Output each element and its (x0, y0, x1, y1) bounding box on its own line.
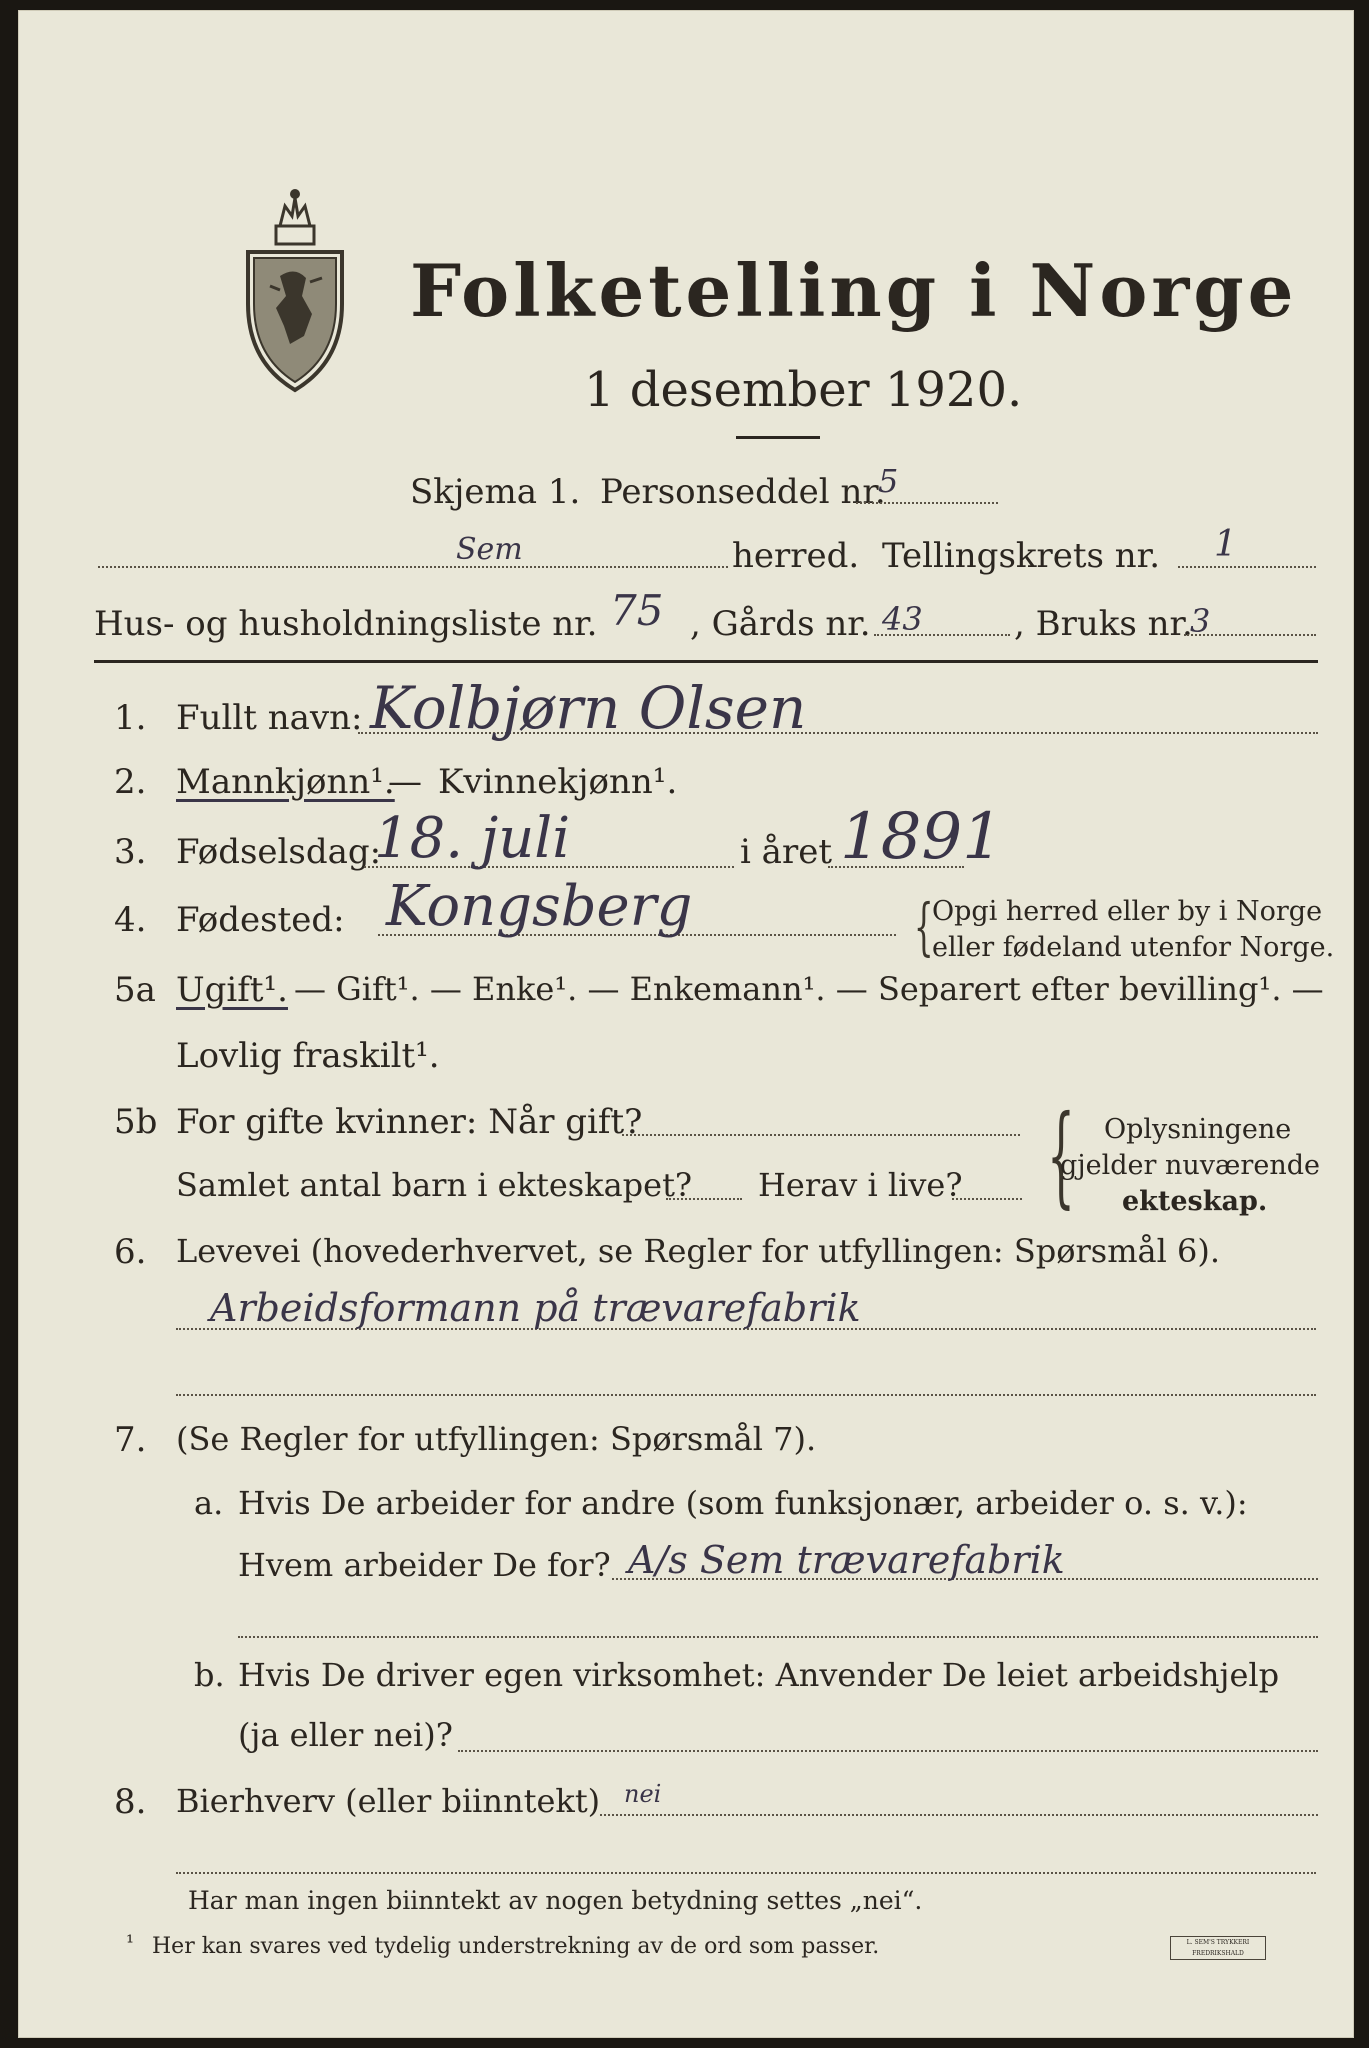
q7b-label: Hvis De driver egen virksomhet: Anvender De leiet arbeidshjelp (238, 1656, 1280, 1694)
footnote: Her kan svares ved tydelig understrekning av de ord som passer. (152, 1934, 880, 1959)
q3-number: 3. (114, 832, 147, 872)
q6-label: Levevei (hovederhvervet, se Regler for utfyllingen: Spørsmål 6). (176, 1232, 1221, 1270)
q1-label: Fullt navn: (176, 698, 363, 738)
q5b-number: 5b (114, 1102, 158, 1142)
gards-value[interactable]: 43 (882, 600, 923, 638)
q5b-brace: { (1047, 1091, 1075, 1219)
q2-male-option[interactable]: Mannkjønn¹. (176, 762, 395, 802)
q7a-line2 (238, 1636, 1318, 1638)
q1-number: 1. (114, 698, 147, 738)
herred-value[interactable]: Sem (456, 532, 523, 567)
q2-female-option[interactable]: Kvinnekjønn¹. (438, 762, 678, 802)
personseddel-label: Personseddel nr. (600, 472, 886, 512)
q4-label: Fødested: (176, 900, 345, 940)
q2-number: 2. (114, 762, 147, 802)
census-form (18, 10, 1354, 2038)
q5a-fraskilt-option[interactable]: Lovlig fraskilt¹. (176, 1036, 440, 1076)
q8-value[interactable]: nei (624, 1780, 662, 1808)
q7b-line (458, 1750, 1318, 1752)
biinntekt-note: Har man ingen biinntekt av nogen betydning settes „nei“. (188, 1886, 923, 1915)
q5b-children-line (666, 1198, 742, 1200)
q7a-employer-label: Hvem arbeider De for? (238, 1546, 611, 1584)
herred-label: herred. (732, 536, 860, 576)
q7a-letter: a. (194, 1484, 224, 1522)
q4-brace: { (913, 890, 934, 963)
q7a-label: Hvis De arbeider for andre (som funksjonær, arbeider o. s. v.): (238, 1484, 1248, 1522)
q7-label: (Se Regler for utfyllingen: Spørsmål 7). (176, 1420, 817, 1458)
q4-number: 4. (114, 900, 147, 940)
personseddel-value[interactable]: 5 (878, 462, 899, 500)
q3-year-label: i året (740, 832, 832, 872)
tellingskrets-line (1178, 566, 1316, 568)
q5a-other-options[interactable]: — Gift¹. — Enke¹. — Enkemann¹. — Separert efter bevilling¹. — (294, 970, 1324, 1008)
footnote-mark: ¹ (126, 1930, 135, 1954)
q5a-ugift-option[interactable]: Ugift¹. (176, 970, 288, 1010)
header-separator (94, 660, 1318, 663)
tellingskrets-label: Tellingskrets nr. (882, 536, 1161, 576)
q6-number: 6. (114, 1232, 147, 1272)
q8-label: Bierhverv (eller biinntekt) (176, 1782, 601, 1820)
q5b-children-label: Samlet antal barn i ekteskapet? (176, 1166, 693, 1204)
q7-number: 7. (114, 1420, 147, 1460)
q5b-note-line1: Oplysningene (1104, 1114, 1292, 1145)
gards-label: , Gårds nr. (690, 604, 871, 644)
q5b-note-line2: gjelder nuværende (1060, 1150, 1320, 1181)
q7b-letter: b. (194, 1656, 225, 1694)
q1-full-name[interactable]: Kolbjørn Olsen (370, 674, 807, 742)
schema-label: Skjema 1. (410, 472, 581, 512)
q8-line (600, 1814, 1318, 1816)
hus-value[interactable]: 75 (610, 586, 664, 635)
q5b-alive-label: Herav i live? (758, 1166, 963, 1204)
coat-of-arms-icon (240, 186, 350, 396)
q5b-label: For gifte kvinner: Når gift? (176, 1102, 643, 1142)
q6-occupation[interactable]: Arbeidsformann på trævarefabrik (210, 1286, 861, 1330)
q3-birth-year[interactable]: 1891 (840, 800, 1003, 874)
q3-label: Fødselsdag: (176, 832, 382, 872)
q5b-note-line3: ekteskap. (1122, 1186, 1268, 1217)
q6-line2 (176, 1394, 1316, 1396)
q7b-janei-label: (ja eller nei)? (238, 1716, 453, 1754)
q3-birthday[interactable]: 18. juli (374, 806, 571, 871)
q5a-number: 5a (114, 970, 156, 1010)
q5b-alive-line (952, 1198, 1022, 1200)
herred-line (98, 566, 728, 568)
bruks-value[interactable]: 3 (1190, 602, 1211, 640)
hus-label: Hus- og husholdningsliste nr. (94, 604, 598, 644)
q8-line2 (176, 1872, 1316, 1874)
q8-number: 8. (114, 1782, 147, 1822)
title-divider (736, 436, 820, 439)
q4-note-line1: Opgi herred eller by i Norge (932, 896, 1323, 927)
form-title: Folketelling i Norge (410, 248, 1298, 333)
q7a-employer[interactable]: A/s Sem trævarefabrik (628, 1538, 1065, 1582)
personseddel-line (856, 502, 998, 504)
census-date: 1 desember 1920. (584, 362, 1023, 418)
q4-birthplace[interactable]: Kongsberg (386, 874, 693, 939)
q2-separator: — (388, 762, 422, 802)
tellingskrets-value[interactable]: 1 (1214, 524, 1237, 565)
q4-note-line2: eller fødeland utenfor Norge. (932, 932, 1335, 963)
bruks-label: , Bruks nr. (1014, 604, 1193, 644)
q5b-married-line (622, 1134, 1020, 1136)
printer-stamp: L. SEM'S TRYKKERI FREDRIKSHALD (1170, 1936, 1266, 1960)
